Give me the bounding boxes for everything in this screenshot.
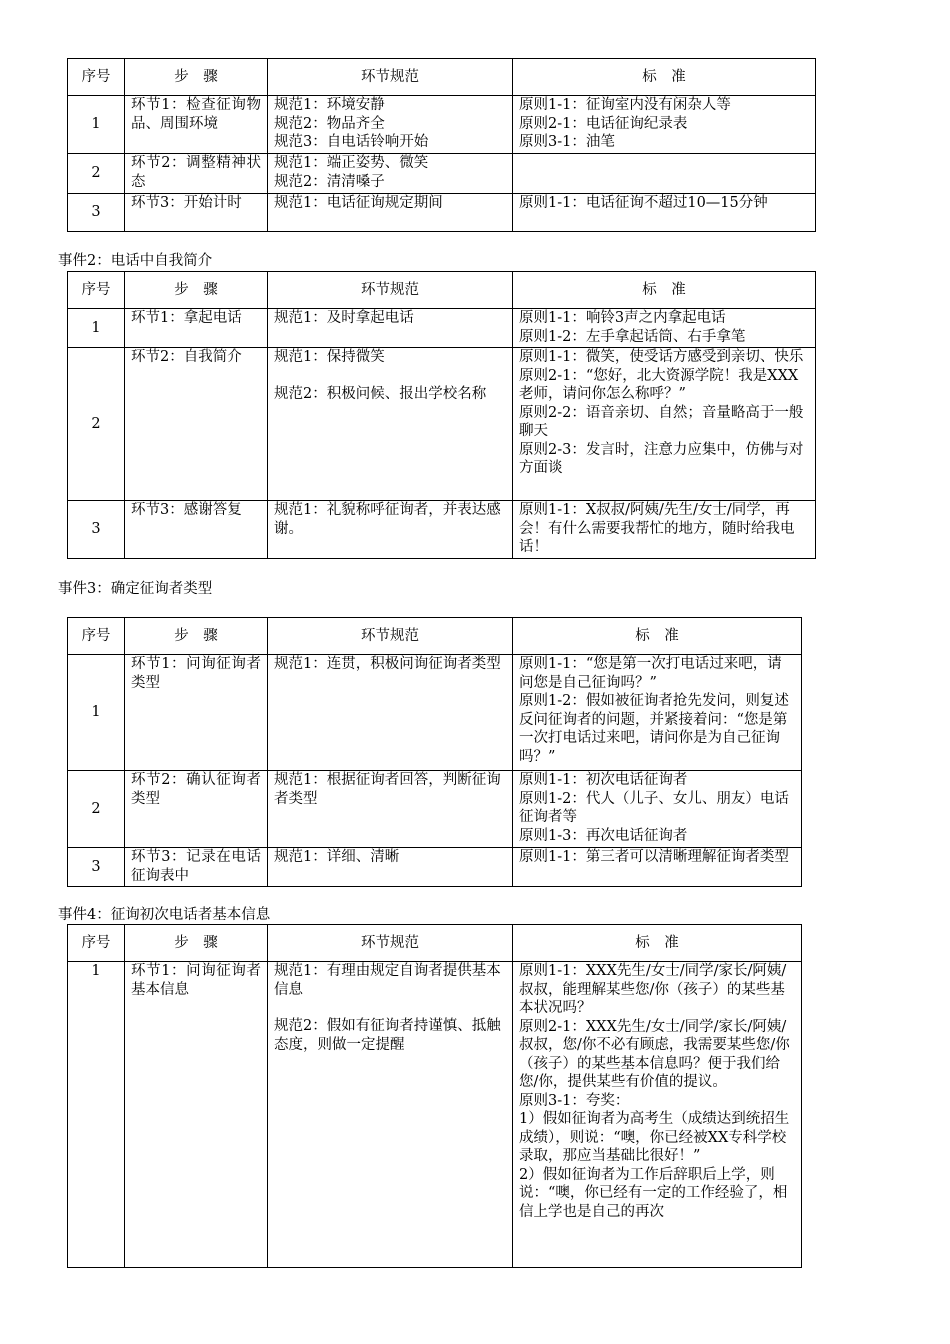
event-caption: 事件2：电话中自我简介: [58, 253, 213, 269]
norm-cell: [268, 848, 513, 887]
header-no: 序号: [68, 618, 125, 655]
norm-cell: [268, 154, 513, 194]
standard-line: 原则2-1：XXX先生/女士/同学/家长/阿姨/叔叔，您/你不必有顾虑，我需要某些您/你（孩子）的某些基本信息吗？便于我们给您/你，提供某些有价值的提议。: [519, 1018, 790, 1090]
header-standard: 标 准: [513, 925, 802, 962]
table-row: [68, 96, 816, 154]
norm-cell: [268, 771, 513, 848]
norm-cell: [268, 655, 513, 771]
step-cell: 环节2：确认征询者类型: [125, 771, 268, 848]
row-number: 1: [68, 96, 125, 154]
spacer: [274, 999, 506, 1017]
norm-line: 规范1：根据征询者回答，判断征询者类型: [274, 772, 501, 807]
standard-cell: [513, 962, 802, 1268]
standard-line: 原则3-1：油笔: [519, 134, 615, 150]
norm-line: 规范2：物品齐全: [274, 115, 385, 132]
row-number: 2: [68, 348, 125, 501]
row-number: 3: [68, 194, 125, 232]
step-cell: 环节1：问询征询者基本信息: [125, 962, 268, 1268]
table-event-4: [67, 924, 802, 1268]
standard-cell: [513, 96, 816, 154]
standard-line: 原则1-3：再次电话征询者: [519, 827, 688, 844]
norm-line: 规范1：电话征询规定期间: [274, 195, 443, 211]
norm-line: 规范1：端正姿势、微笑: [274, 155, 429, 171]
norm-line: 规范1：连贯，积极问询征询者类型: [274, 656, 501, 672]
table-row: [68, 962, 802, 1268]
table-row: [68, 848, 802, 887]
norm-line: 规范2：假如有征询者持谨慎、抵触态度，则做一定提醒: [274, 1018, 501, 1053]
norm-line: 规范1：详细、清晰: [274, 849, 400, 865]
header-no: 序号: [68, 59, 125, 96]
standard-cell: [513, 655, 802, 771]
norm-cell: [268, 96, 513, 154]
table-row: [68, 348, 816, 501]
standard-line: 原则1-2：假如被征询者抢先发问，则复述反问征询者的问题，并紧接着问：“您是第一次打电话过来吧，请问你是为自己征询吗？”: [519, 693, 789, 765]
norm-cell: [268, 309, 513, 348]
table-event-1: [67, 58, 816, 232]
standard-line: 原则2-2：语音亲切、自然；音量略高于一般聊天: [519, 404, 804, 439]
standard-line: 原则1-1：电话征询不超过10—15分钟: [519, 195, 768, 211]
norm-line: 规范1：环境安静: [274, 97, 385, 113]
table-header-row: [68, 925, 802, 962]
norm-line: 规范2：清清嗓子: [274, 173, 385, 190]
standard-line: 1）假如征询者为高考生（成绩达到统招生成绩），则说：“噢，你已经被XX专科学校录取，那应当基础比很好！”: [519, 1111, 790, 1164]
standard-cell: [513, 501, 816, 559]
norm-cell: [268, 501, 513, 559]
header-step: 步 骤: [125, 59, 268, 96]
standard-line: 原则1-1：第三者可以清晰理解征询者类型: [519, 849, 789, 865]
norm-cell: [268, 962, 513, 1268]
row-number: 1: [68, 655, 125, 771]
standard-cell: [513, 348, 816, 501]
standard-cell: [513, 309, 816, 348]
header-norm: 环节规范: [268, 925, 513, 962]
header-step: 步 骤: [125, 925, 268, 962]
step-cell: 环节2：调整精神状态: [125, 154, 268, 194]
event-caption: 事件4：征询初次电话者基本信息: [58, 907, 271, 923]
step-cell: 环节2：自我简介: [125, 348, 268, 501]
header-step: 步 骤: [125, 272, 268, 309]
standard-line: 原则1-1：X叔叔/阿姨/先生/女士/同学，再会！有什么需要我帮忙的地方，随时给我电话！: [519, 502, 795, 555]
table-header-row: [68, 272, 816, 309]
standard-line: 原则1-2：左手拿起话筒、右手拿笔: [519, 328, 746, 345]
row-number: 1: [68, 962, 125, 1268]
norm-line: 规范1：礼貌称呼征询者，并表达感谢。: [274, 502, 501, 537]
standard-line: 原则1-1：初次电话征询者: [519, 772, 688, 788]
event-caption: 事件3：确定征询者类型: [58, 581, 213, 597]
standard-line: 原则2-3：发言时，注意力应集中，仿佛与对方面谈: [519, 441, 804, 476]
norm-line: 规范1：及时拿起电话: [274, 310, 414, 326]
table-row: [68, 771, 802, 848]
table-row: [68, 655, 802, 771]
row-number: 1: [68, 309, 125, 348]
standard-cell: [513, 154, 816, 194]
row-number: 2: [68, 771, 125, 848]
standard-line: 原则1-1：响铃3声之内拿起电话: [519, 310, 726, 326]
table-event-2: [67, 271, 816, 559]
standard-line: 原则1-2：代人（儿子、女儿、朋友）电话征询者等: [519, 790, 789, 825]
header-standard: 标 准: [513, 59, 816, 96]
header-standard: 标 准: [513, 618, 802, 655]
step-cell: 环节3：开始计时: [125, 194, 268, 232]
row-number: 2: [68, 154, 125, 194]
norm-line: 规范1：保持微笑: [274, 349, 385, 365]
step-cell: 环节3：记录在电话征询表中: [125, 848, 268, 887]
step-cell: 环节1：检查征询物品、周围环境: [125, 96, 268, 154]
standard-cell: [513, 771, 802, 848]
table-row: [68, 501, 816, 559]
table-row: [68, 309, 816, 348]
step-cell: 环节3：感谢答复: [125, 501, 268, 559]
norm-line: 规范3：自电话铃响开始: [274, 134, 429, 150]
header-no: 序号: [68, 925, 125, 962]
standard-line: 原则1-1：XXX先生/女士/同学/家长/阿姨/叔叔，能理解某些您/你（孩子）的某些基本状况吗？: [519, 963, 787, 1016]
header-norm: 环节规范: [268, 272, 513, 309]
standard-line: 原则2-1：“您好，北大资源学院！我是XXX老师，请问你怎么称呼？”: [519, 367, 799, 402]
step-cell: 环节1：问询征询者类型: [125, 655, 268, 771]
table-header-row: [68, 59, 816, 96]
norm-line: 规范1：有理由规定自询者提供基本信息: [274, 963, 501, 998]
standard-cell: [513, 848, 802, 887]
table-header-row: [68, 618, 802, 655]
table-row: [68, 194, 816, 232]
header-norm: 环节规范: [268, 59, 513, 96]
standard-line: 原则1-1：微笑，使受话方感受到亲切、快乐: [519, 349, 804, 365]
standard-clip: [519, 962, 795, 1266]
header-step: 步 骤: [125, 618, 268, 655]
header-no: 序号: [68, 272, 125, 309]
table-row: [68, 154, 816, 194]
standard-cell: [513, 194, 816, 232]
standard-line: 原则2-1：电话征询纪录表: [519, 115, 688, 132]
spacer: [274, 367, 506, 385]
row-number: 3: [68, 501, 125, 559]
standard-line: 2）假如征询者为工作后辞职后上学，则说：“噢，你已经有一定的工作经验了，相信上学也是自己的再次: [519, 1166, 788, 1220]
norm-line: 规范2：积极问候、报出学校名称: [274, 385, 487, 402]
header-standard: 标 准: [513, 272, 816, 309]
standard-line: 原则1-1：“您是第一次打电话过来吧，请问您是自己征询吗？”: [519, 656, 782, 691]
row-number: 3: [68, 848, 125, 887]
header-norm: 环节规范: [268, 618, 513, 655]
table-event-3: [67, 617, 802, 887]
norm-cell: [268, 348, 513, 501]
standard-line: 原则1-1：征询室内没有闲杂人等: [519, 97, 731, 113]
norm-cell: [268, 194, 513, 232]
step-cell: 环节1：拿起电话: [125, 309, 268, 348]
standard-line: 原则3-1：夸奖：: [519, 1092, 630, 1109]
